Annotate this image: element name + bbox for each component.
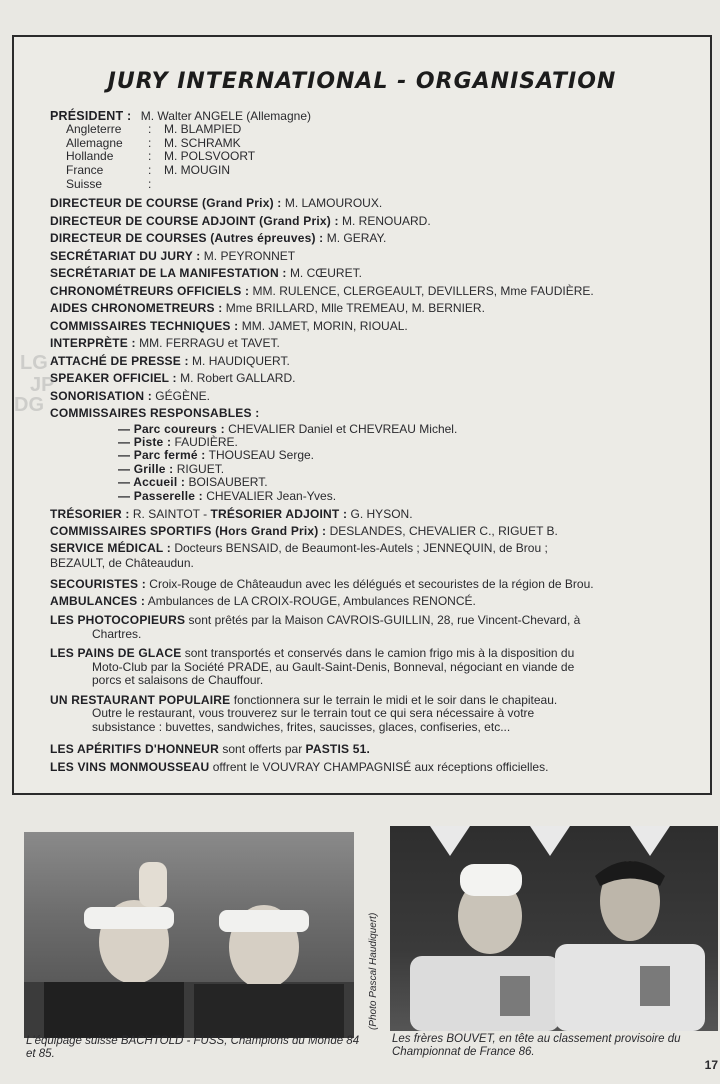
- glace-value-3: porcs et salaisons de Chauffour.: [92, 673, 264, 688]
- restaurant-para: [50, 694, 684, 735]
- commissaire-row: [118, 490, 684, 503]
- role-value: M. RENOUARD.: [342, 213, 431, 228]
- glace-value: sont transportés et conservés dans le camion frigo mis à la disposition du: [184, 646, 575, 661]
- role-value: M. LAMOUROUX.: [284, 196, 383, 211]
- role-line: [50, 335, 684, 353]
- commissaire-value: CHEVALIER Jean-Yves.: [206, 488, 337, 503]
- secouristes-value: Croix-Rouge de Châteaudun avec les délégués et secouristes de la région de Brou.: [149, 577, 594, 592]
- restaurant-value-2: Outre le restaurant, vous trouverez sur le terrain tout ce qui sera nécessaire à votre: [92, 706, 535, 721]
- role-line: [50, 318, 684, 336]
- role-line: [50, 283, 684, 301]
- country-row: France : M. MOUGIN: [66, 162, 230, 177]
- commissaire-row: [118, 449, 684, 462]
- role-value: MM. FERRAGU et TAVET.: [139, 336, 280, 351]
- commissaire-label: — Grille :: [118, 461, 174, 476]
- ambulances-line: [50, 593, 684, 610]
- photo-bachtold-fuss: [24, 832, 354, 1038]
- role-line: [50, 388, 684, 406]
- vins-label: LES VINS MONMOUSSEAU: [50, 760, 210, 775]
- aperitifs-brand: PASTIS 51.: [305, 742, 371, 757]
- role-value: M. GERAY.: [326, 231, 387, 246]
- commissaire-row: [118, 476, 684, 489]
- role-value: MM. JAMET, MORIN, RIOUAL.: [241, 318, 408, 333]
- medical-value: Docteurs BENSAID, de Beaumont-les-Autels ; JENNEQUIN, de Brou ;: [174, 541, 548, 556]
- medical-line: [50, 540, 684, 557]
- tresorier-adjoint-label: TRÉSORIER ADJOINT :: [210, 507, 348, 522]
- role-label: DIRECTEUR DE COURSE (Grand Prix) :: [50, 196, 282, 211]
- tresorier-adjoint-value: G. HYSON.: [350, 507, 413, 522]
- commissaires-list: [118, 423, 684, 503]
- tresorier-line: [50, 506, 684, 523]
- role-line: [50, 265, 684, 283]
- commissaire-row: [118, 463, 684, 476]
- role-value: M. CŒURET.: [289, 266, 362, 281]
- commissaire-label: — Piste :: [118, 435, 172, 450]
- commissaire-label: — Accueil :: [118, 475, 186, 490]
- vins-value: offrent le VOUVRAY CHAMPAGNISÉ aux réceptions officielles.: [212, 760, 549, 775]
- role-line: [50, 300, 684, 318]
- country-value: M. MOUGIN: [164, 162, 230, 177]
- role-label: CHRONOMÉTREURS OFFICIELS :: [50, 283, 250, 298]
- country-list: [66, 123, 684, 191]
- page-title: JURY INTERNATIONAL - ORGANISATION: [107, 69, 617, 94]
- role-label: SONORISATION :: [50, 388, 152, 403]
- role-line: [50, 213, 684, 231]
- ambulances-label: AMBULANCES :: [50, 594, 146, 609]
- role-label: SECRÉTARIAT DE LA MANIFESTATION :: [50, 266, 287, 281]
- vins-line: [50, 760, 684, 774]
- commissaire-label: — Parc fermé :: [118, 448, 206, 463]
- sidecar-team-photo-icon: [24, 832, 354, 1038]
- country-row: Allemagne : M. SCHRAMK: [66, 135, 241, 150]
- role-line: [50, 230, 684, 248]
- restaurant-value: fonctionnera sur le terrain le midi et le soir dans le chapiteau.: [233, 692, 558, 707]
- role-label: SECRÉTARIAT DU JURY :: [50, 248, 201, 263]
- left-photo-caption: L'équipage suisse BACHTOLD - FUSS, Champions du Monde 84 et 85.: [26, 1035, 360, 1060]
- organisation-panel: [12, 35, 712, 795]
- secouristes-label: SECOURISTES :: [50, 577, 146, 592]
- watermark-text: DG: [14, 394, 44, 416]
- role-value: GÉGÈNE.: [155, 388, 210, 403]
- commissaire-label: — Parc coureurs :: [118, 421, 225, 436]
- country-name: Allemagne: [66, 135, 123, 150]
- commissaires-label: COMMISSAIRES RESPONSABLES :: [50, 406, 260, 421]
- commissaire-value: BOISAUBERT.: [188, 475, 268, 490]
- bouvet-brothers-photo-icon: [390, 826, 718, 1031]
- medical-value-2: BEZAULT, de Châteaudun.: [50, 556, 194, 571]
- role-value: M. HAUDIQUERT.: [192, 353, 290, 368]
- role-label: COMMISSAIRES TECHNIQUES :: [50, 318, 239, 333]
- watermark-text: LG: [20, 352, 48, 374]
- tresorier-value: R. SAINTOT -: [132, 507, 208, 522]
- role-value: M. Robert GALLARD.: [180, 371, 296, 386]
- ambulances-value: Ambulances de LA CROIX-ROUGE, Ambulances RENONCÉ.: [147, 594, 476, 609]
- role-label: DIRECTEUR DE COURSES (Autres épreuves) :: [50, 231, 324, 246]
- country-value: M. POLSVOORT: [164, 149, 256, 164]
- country-name: France: [66, 162, 104, 177]
- glace-para: [50, 647, 684, 688]
- page-number: 17: [704, 1058, 718, 1072]
- medical-label: SERVICE MÉDICAL :: [50, 541, 171, 556]
- commissaire-label: — Passerelle :: [118, 488, 203, 503]
- watermark-text: JP: [30, 374, 55, 396]
- president-line: [50, 109, 684, 123]
- commissaire-value: FAUDIÈRE.: [174, 435, 238, 450]
- restaurant-value-3: subsistance : buvettes, sandwiches, frites, saucisses, glaces, confiseries, etc...: [92, 719, 511, 734]
- role-line: [50, 195, 684, 213]
- photocopieurs-label: LES PHOTOCOPIEURS: [50, 613, 186, 628]
- tresorier-label: TRÉSORIER :: [50, 507, 130, 522]
- role-label: INTERPRÈTE :: [50, 336, 136, 351]
- role-label: SPEAKER OFFICIEL :: [50, 371, 177, 386]
- aperitifs-label: LES APÉRITIFS D'HONNEUR: [50, 742, 220, 757]
- role-value: MM. RULENCE, CLERGEAULT, DEVILLERS, Mme FAUDIÈRE.: [252, 283, 594, 298]
- president-label: PRÉSIDENT :: [50, 109, 132, 123]
- role-line: [50, 248, 684, 266]
- country-row: Hollande : M. POLSVOORT: [66, 149, 256, 164]
- country-name: Hollande: [66, 149, 114, 164]
- country-value: M. BLAMPIED: [164, 122, 242, 137]
- secouristes-line: [50, 576, 684, 593]
- role-line: [50, 370, 684, 388]
- role-value: Mme BRILLARD, Mlle TREMEAU, M. BERNIER.: [225, 301, 485, 316]
- sportifs-label: COMMISSAIRES SPORTIFS (Hors Grand Prix) :: [50, 524, 327, 539]
- commissaires-heading: [50, 405, 684, 423]
- country-name: Angleterre: [66, 122, 122, 137]
- country-row: Angleterre : M. BLAMPIED: [66, 122, 242, 137]
- aperitifs-line: [50, 742, 684, 756]
- role-label: DIRECTEUR DE COURSE ADJOINT (Grand Prix) :: [50, 213, 339, 228]
- glace-value-2: Moto-Club par la Société PRADE, au Gault-Saint-Denis, Bonneval, négociant en viande de: [92, 659, 575, 674]
- country-value: M. SCHRAMK: [164, 135, 241, 150]
- role-label: AIDES CHRONOMETREURS :: [50, 301, 223, 316]
- photocopieurs-para: [50, 614, 684, 641]
- country-name: Suisse: [66, 176, 103, 191]
- commissaire-row: [118, 436, 684, 449]
- organisation-list: [50, 109, 684, 775]
- commissaire-value: THOUSEAU Serge.: [208, 448, 315, 463]
- right-photo-caption: Les frères BOUVET, en tête au classement provisoire du Championnat de France 86.: [392, 1033, 681, 1058]
- restaurant-label: UN RESTAURANT POPULAIRE: [50, 692, 231, 707]
- photocopieurs-value-2: Chartres.: [92, 626, 142, 641]
- photo-bouvet-brothers: [390, 826, 718, 1031]
- glace-label: LES PAINS DE GLACE: [50, 646, 182, 661]
- role-label: ATTACHÉ DE PRESSE :: [50, 353, 189, 368]
- services-list: [50, 506, 684, 610]
- roles-list: [50, 195, 684, 423]
- country-row: Suisse :: [66, 176, 152, 191]
- photocopieurs-value: sont prêtés par la Maison CAVROIS-GUILLIN, 28, rue Vincent-Chevard, à: [188, 613, 581, 628]
- role-value: M. PEYRONNET: [203, 248, 296, 263]
- commissaire-value: RIGUET.: [176, 461, 225, 476]
- sportifs-line: [50, 523, 684, 540]
- photo-credit: (Photo Pascal Haudiquert): [368, 912, 379, 1030]
- medical-line-2: [50, 557, 684, 570]
- president-value: M. Walter ANGELE (Allemagne): [140, 109, 311, 123]
- sportifs-value: DESLANDES, CHEVALIER C., RIGUET B.: [329, 524, 558, 539]
- commissaire-value: CHEVALIER Daniel et CHEVREAU Michel.: [228, 421, 458, 436]
- aperitifs-value: sont offerts par: [222, 742, 303, 757]
- role-line: [50, 353, 684, 371]
